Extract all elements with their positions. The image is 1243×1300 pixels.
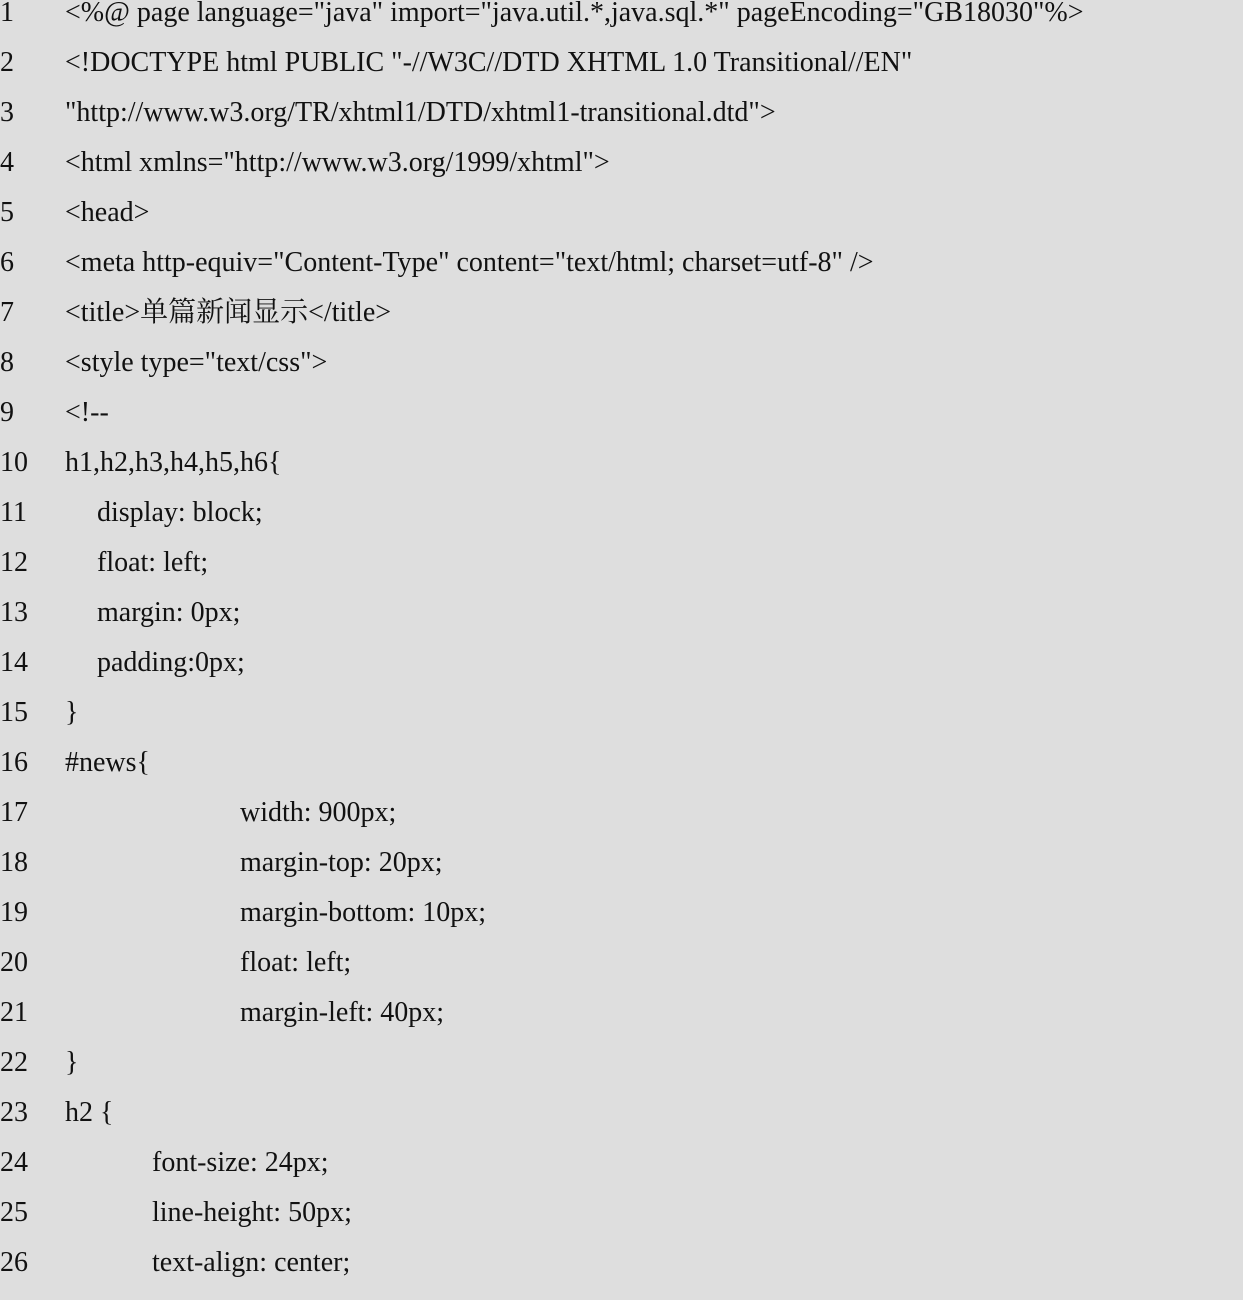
code-line [0, 47, 1243, 100]
line-text: line-height: 50px; [152, 1197, 352, 1228]
code-line [0, 1097, 1243, 1150]
code-line [0, 497, 1243, 550]
line-number: 8 [0, 347, 14, 378]
line-text: font-size: 24px; [152, 1147, 329, 1178]
line-number: 15 [0, 697, 28, 728]
line-number: 17 [0, 797, 28, 828]
code-line [0, 847, 1243, 900]
line-text: text-align: center; [152, 1247, 351, 1278]
line-text: h1,h2,h3,h4,h5,h6{ [65, 447, 282, 478]
line-text: margin-top: 20px; [240, 847, 443, 878]
line-text: <!-- [65, 397, 109, 428]
line-text: float: left; [240, 947, 352, 978]
code-line [0, 1247, 1243, 1300]
line-text: } [65, 1047, 79, 1078]
line-number: 1 [0, 0, 14, 28]
line-text: <style type="text/css"> [65, 347, 328, 378]
code-line [0, 547, 1243, 600]
code-line [0, 197, 1243, 250]
line-number: 4 [0, 147, 14, 178]
line-number: 18 [0, 847, 28, 878]
code-line [0, 1197, 1243, 1250]
line-number: 5 [0, 197, 14, 228]
line-number: 26 [0, 1247, 28, 1278]
line-number: 11 [0, 497, 27, 528]
line-text: <html xmlns="http://www.w3.org/1999/xhtml"> [65, 147, 610, 178]
line-number: 2 [0, 47, 14, 78]
code-line [0, 0, 1243, 50]
code-line [0, 797, 1243, 850]
line-number: 24 [0, 1147, 28, 1178]
line-number: 12 [0, 547, 28, 578]
line-text: <head> [65, 197, 150, 228]
code-line [0, 697, 1243, 750]
line-number: 13 [0, 597, 28, 628]
line-text: "http://www.w3.org/TR/xhtml1/DTD/xhtml1-transitional.dtd"> [65, 97, 776, 128]
line-text: <%@ page language="java" import="java.util.*,java.sql.*" pageEncoding="GB18030"%> [65, 0, 1084, 28]
code-line [0, 347, 1243, 400]
line-text: <meta http-equiv="Content-Type" content="text/html; charset=utf-8" /> [65, 247, 874, 278]
line-number: 20 [0, 947, 28, 978]
line-text: display: block; [97, 497, 263, 528]
line-number: 22 [0, 1047, 28, 1078]
line-number: 3 [0, 97, 14, 128]
line-number: 25 [0, 1197, 28, 1228]
code-line [0, 1147, 1243, 1200]
line-text: margin: 0px; [97, 597, 241, 628]
line-text: float: left; [97, 547, 209, 578]
line-text: h2 { [65, 1097, 114, 1128]
code-line [0, 897, 1243, 950]
line-number: 16 [0, 747, 28, 778]
code-line [0, 97, 1243, 150]
code-line [0, 747, 1243, 800]
line-text: #news{ [65, 747, 150, 778]
code-line [0, 297, 1243, 350]
line-text: padding:0px; [97, 647, 245, 678]
code-line [0, 947, 1243, 1000]
code-line [0, 447, 1243, 500]
code-line [0, 597, 1243, 650]
line-number: 23 [0, 1097, 28, 1128]
line-number: 14 [0, 647, 28, 678]
code-line [0, 1047, 1243, 1100]
code-line [0, 147, 1243, 200]
code-line [0, 647, 1243, 700]
line-number: 6 [0, 247, 14, 278]
line-number: 9 [0, 397, 14, 428]
line-text: margin-left: 40px; [240, 997, 444, 1028]
line-text: } [65, 697, 79, 728]
line-number: 19 [0, 897, 28, 928]
line-text: width: 900px; [240, 797, 397, 828]
line-text: <!DOCTYPE html PUBLIC "-//W3C//DTD XHTML 1.0 Transitional//EN" [65, 47, 913, 78]
line-number: 7 [0, 297, 14, 328]
code-line [0, 247, 1243, 300]
line-number: 21 [0, 997, 28, 1028]
line-number: 10 [0, 447, 28, 478]
line-text: <title>单篇新闻显示</title> [65, 297, 392, 328]
code-line [0, 397, 1243, 450]
line-text: margin-bottom: 10px; [240, 897, 487, 928]
code-line [0, 997, 1243, 1050]
